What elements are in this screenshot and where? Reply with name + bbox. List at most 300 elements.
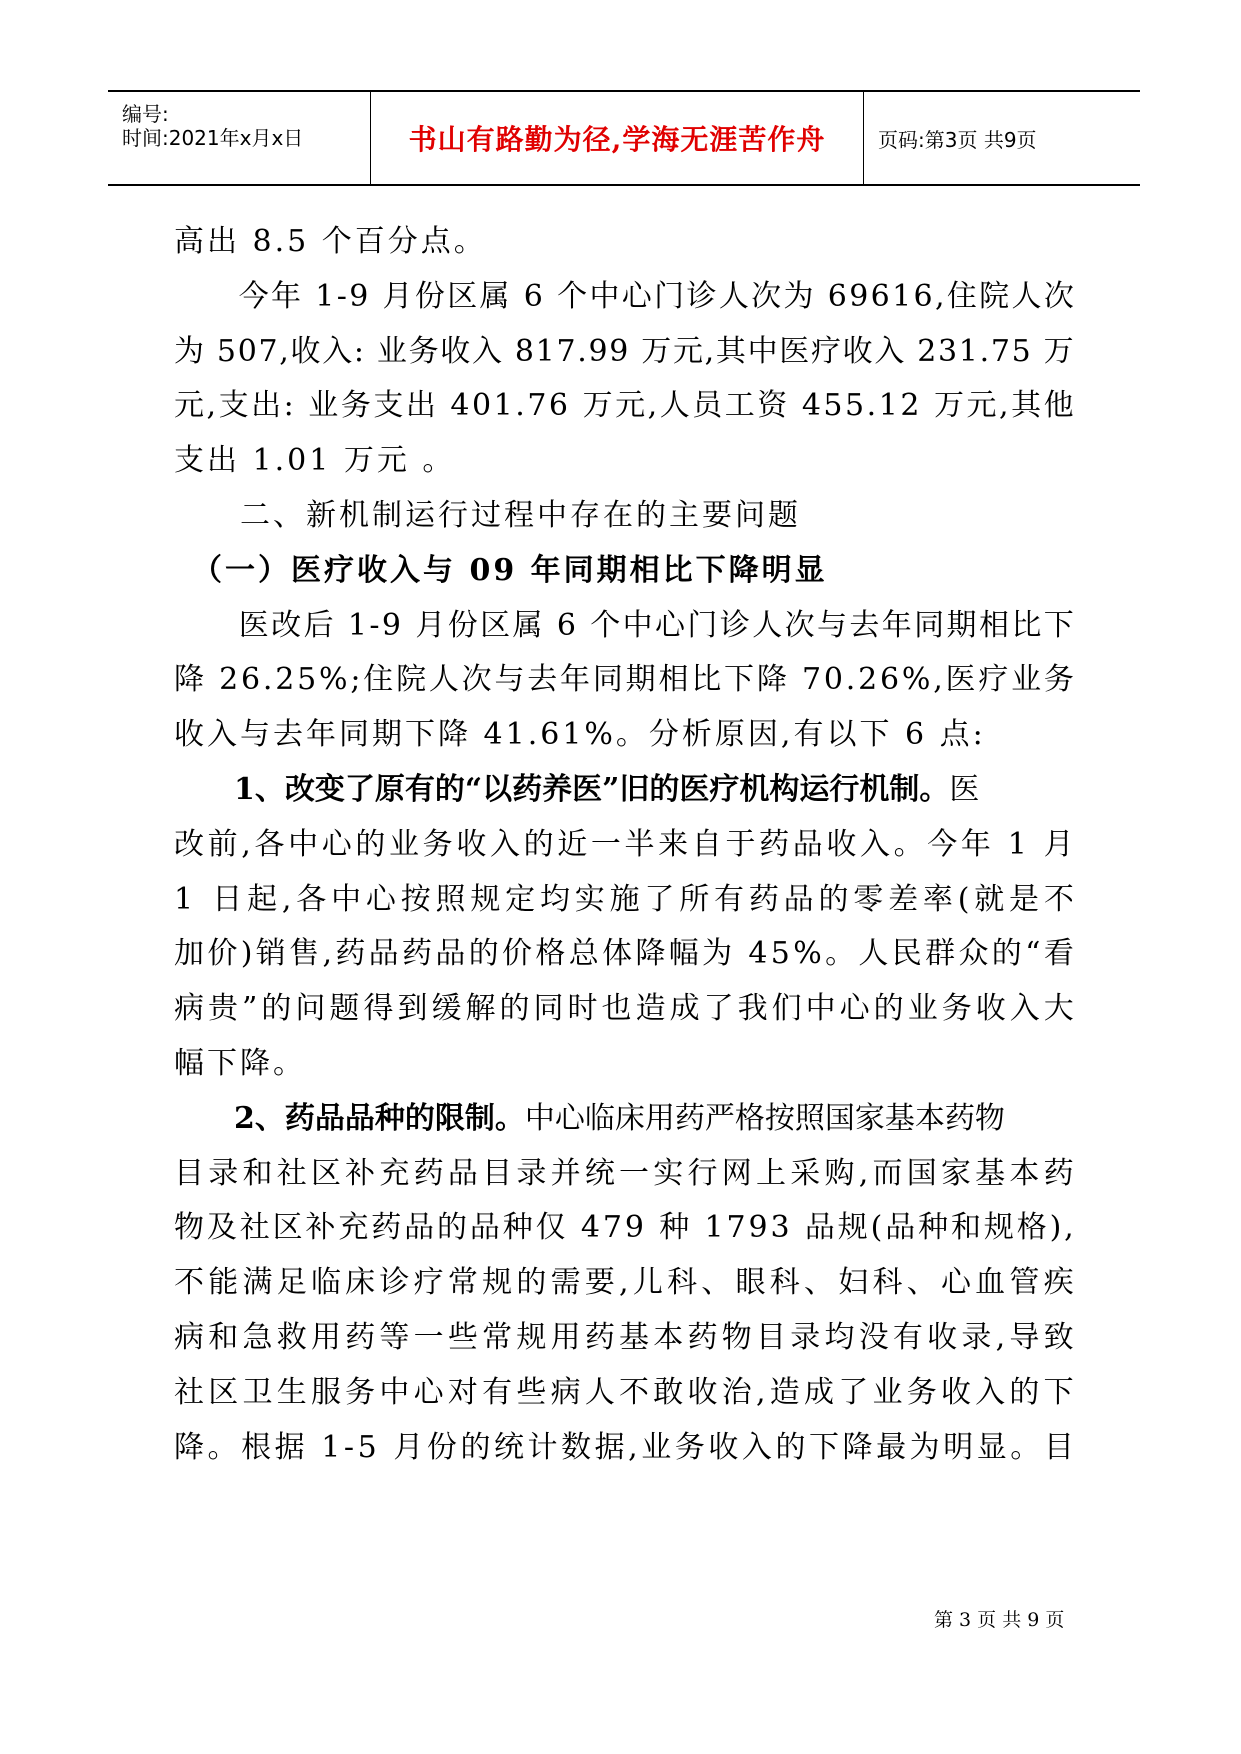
char: , [755,1375,766,1410]
char: , [1064,1210,1074,1245]
char: 上 [755,1156,786,1191]
char: 收 [975,991,1006,1026]
char: 、 [701,1265,732,1300]
char: 网 [721,1156,752,1191]
char: 敢 [653,1375,684,1410]
header-meta-cell [108,92,370,184]
char [174,606,204,646]
char: 不 [1043,882,1074,917]
char: 按 [400,882,431,917]
char: 满 [242,1265,273,1300]
char: 的 [873,991,904,1026]
char: 种 [659,1210,690,1245]
char: 体 [602,936,633,971]
char: 了 [644,882,675,917]
char: 收 [826,827,857,862]
char: 入 [1009,991,1040,1026]
char: 床 [345,1265,376,1300]
char [735,934,745,974]
char [922,386,932,426]
char: 基 [975,1156,1006,1191]
char: 员 [692,388,723,423]
char: 元 [615,388,646,423]
char: 区 [272,1210,303,1245]
char: 成 [669,991,700,1026]
line-text: （一）医疗收入与 09 年同期相比下降明显 [174,553,828,588]
text-line [174,934,1074,974]
char: 药 [402,936,433,971]
char: 个 [590,608,621,643]
char: 入 [489,827,520,862]
char [206,277,236,317]
char: 1 [892,279,912,314]
char: 3 [770,1210,790,1245]
char: 录 [208,1156,239,1191]
char: 相 [978,608,1009,643]
char: 心 [940,1265,971,1300]
char: 得 [363,991,394,1026]
char: 实 [653,1156,684,1191]
char: 数 [561,1430,592,1465]
char: 5 [823,388,843,423]
char: 等 [379,1320,410,1355]
text-line [174,441,1074,481]
char: 区 [480,608,511,643]
char: 5 [770,936,790,971]
char: 元 [672,334,703,369]
char: 人 [752,608,783,643]
char: 9 [624,1210,644,1245]
char [545,606,555,646]
char: ; [350,662,361,697]
char: 眼 [735,1265,766,1300]
char: 收 [708,1430,739,1465]
char: 家 [940,1156,971,1191]
char: 1 [493,388,513,423]
char: 病 [550,1375,581,1410]
char [816,277,826,317]
char: 与 [816,608,847,643]
char: 收 [940,1375,971,1410]
char [198,880,208,920]
char: 区 [208,1375,239,1410]
char: 物 [174,1210,204,1245]
char: 急 [242,1320,273,1355]
char: 半 [624,827,655,862]
char: 个 [557,279,588,314]
char: 有 [714,882,744,917]
char: 录 [790,1320,821,1355]
char [545,277,555,317]
char: 4 [450,388,470,423]
char: 充 [338,1210,369,1245]
char: 人 [858,936,889,971]
char: 科 [769,1265,800,1300]
char: 2 [275,662,295,697]
char: 行 [687,1156,718,1191]
char: 需 [550,1265,581,1300]
char: 9 [748,1210,768,1245]
char: 心 [321,827,352,862]
char: 降 [635,936,666,971]
char: 务 [941,991,972,1026]
document-date: 时间:2021年x月x日 [122,126,304,150]
char: 品 [783,882,814,917]
char: 入 [860,827,890,862]
char: 同 [592,662,623,697]
char: 1 [321,1430,341,1465]
char: 5 [216,334,237,369]
text-line [174,1318,1074,1358]
char: ) [240,936,253,971]
char: 属 [479,279,510,314]
char: 7 [602,1210,622,1245]
char: 用 [310,1320,341,1355]
char: : [283,388,294,423]
char [569,1208,579,1248]
char: 各 [296,882,327,917]
text-line [174,1208,1074,1248]
char: 5 [845,388,865,423]
char: 加 [174,936,204,971]
char: 社 [276,1156,307,1191]
char: 药 [584,1320,615,1355]
char: 6 [556,608,576,643]
char: 务 [408,334,439,369]
char [995,825,1005,865]
char: % [901,662,931,697]
char: . [515,388,525,423]
char [403,606,413,646]
char: 比 [691,662,722,697]
char: , [241,827,251,862]
char: 疗 [978,662,1009,697]
char: 的 [818,882,849,917]
char: 业 [389,827,420,862]
char: 格 [1016,1210,1047,1245]
char: 录 [961,1320,992,1355]
char: 入 [322,334,353,369]
text-line [174,1154,1074,1194]
char: 期 [946,608,977,643]
char: 药 [1043,1156,1074,1191]
char: 、 [804,1265,834,1300]
char: 据 [274,1430,305,1465]
char: 门 [687,608,718,643]
char: 万 [641,334,672,369]
char: 的 [468,936,499,971]
char: 改 [174,827,204,862]
char: 总 [568,936,599,971]
page-footer: 第 3 页 共 9 页 [934,1609,1065,1631]
char: 问 [295,991,326,1026]
char: 成 [804,1375,834,1410]
char: . [577,334,587,369]
char: 住 [946,279,977,314]
char: 月 [382,279,413,314]
char: 施 [609,882,640,917]
char: 幅 [668,936,699,971]
char [512,277,522,317]
char: 了 [838,1375,869,1410]
char: 诊 [379,1265,410,1300]
char: 1 [704,1210,724,1245]
char: 4 [748,936,768,971]
bold-lead-text: 1、改变了原有的“以药养医”旧的医疗机构运行机制。 [174,772,950,807]
char: 药 [687,1320,718,1355]
char: 的 [355,827,386,862]
char: 入 [975,1375,1006,1410]
char: 9 [609,334,629,369]
char: 7 [527,388,547,423]
char: 5 [297,662,317,697]
char: 份 [447,608,478,643]
char [578,606,588,646]
char: 不 [619,1375,650,1410]
char: 目 [755,1320,786,1355]
char: 的 [460,1430,491,1465]
char [366,332,376,372]
char: 药 [345,1320,376,1355]
char: 4 [801,388,821,423]
char [504,332,514,372]
char: 并 [550,1156,581,1191]
char: , [995,1320,1006,1355]
text-line [174,1428,1074,1468]
char: 卫 [242,1375,273,1410]
header-motto-cell [370,92,864,184]
char: 妇 [838,1265,869,1300]
char: 的 [516,1265,547,1300]
char: 计 [527,1430,558,1465]
char: 是 [1009,882,1040,917]
char: 务 [674,1430,705,1465]
char: 各 [254,827,285,862]
char: 们 [771,991,802,1026]
char: 院 [396,662,427,697]
char: 差 [888,882,919,917]
char: 病 [174,1320,204,1355]
char: 也 [601,991,632,1026]
char: 业 [308,388,339,423]
char: 近 [557,827,588,862]
char: 9 [588,334,608,369]
char: 5 [357,1430,377,1465]
char [647,1208,657,1248]
char: 种 [502,1210,533,1245]
char: , [999,388,1009,423]
char: 入 [874,334,905,369]
char: 2 [917,334,937,369]
char: 业 [376,334,407,369]
char: 人 [1011,279,1042,314]
char: 规 [837,1210,868,1245]
char: 。 [825,936,856,971]
char: 6 [913,279,933,314]
char: 时 [567,991,598,1026]
char [790,386,800,426]
char: 销 [255,936,286,971]
char: 儿 [632,1265,663,1300]
char: 属 [512,608,543,643]
text-line [174,222,1074,262]
char: 品 [885,1210,916,1245]
text-line [174,989,1074,1029]
char: 收 [687,1375,718,1410]
char: 品 [435,936,466,971]
char: 品 [447,1156,478,1191]
char: 造 [769,1375,800,1410]
char: 看 [1043,936,1074,971]
char: 的 [499,991,530,1026]
char: 。 [1010,1430,1041,1465]
char: 6 [548,388,569,423]
char: 为 [702,936,733,971]
text-line [174,332,1074,372]
char: 元 [966,388,997,423]
char: 1 [174,882,194,917]
char: 份 [414,279,445,314]
char: 门 [654,279,685,314]
char: 降 [174,662,204,697]
char: 中 [379,1375,410,1410]
line-text: 支出 1.01 万元 。 [174,443,456,478]
text-line [174,277,1074,317]
text-line [174,770,1074,810]
header-motto: 书山有路勤为径,学海无涯苦作舟 [408,123,826,156]
char: 3 [938,334,958,369]
header-page-cell [864,92,1140,184]
char: 1 [958,334,978,369]
char: 病 [174,991,204,1026]
char: 资 [757,388,788,423]
char: , [322,936,332,971]
char: 收 [842,334,873,369]
char: 医 [779,334,810,369]
char [296,386,306,426]
char: 众 [958,936,989,971]
char: 常 [447,1265,478,1300]
char [630,332,640,372]
char: 下 [724,662,755,697]
char: 能 [208,1265,239,1300]
char: 1 [535,334,555,369]
char: 均 [539,882,570,917]
char [692,1208,702,1248]
char: 血 [975,1265,1006,1300]
char: 6 [523,279,543,314]
char: , [858,1156,869,1191]
char: 中 [331,882,362,917]
char: 目 [482,1156,513,1191]
char: 1 [315,279,335,314]
char: 于 [725,827,756,862]
char: 8 [514,334,534,369]
char: 收 [927,1320,958,1355]
char: 疗 [413,1265,444,1300]
char: 的 [261,991,292,1026]
char: 所 [679,882,710,917]
char: 对 [447,1375,478,1410]
char: 同 [533,991,564,1026]
char [1030,825,1040,865]
char: 6 [870,279,890,314]
char: 一 [413,1320,444,1355]
char: 自 [691,827,722,862]
char: 仅 [535,1210,566,1245]
char: 药 [748,882,779,917]
char: , [281,882,292,917]
char: 心 [621,279,652,314]
char: 元 [174,388,204,423]
char: 1 [1007,827,1027,862]
char: - [336,279,347,314]
char: 万 [933,388,964,423]
char: 品 [804,1210,835,1245]
char: 补 [305,1210,336,1245]
char: 去 [849,608,880,643]
char [308,1428,318,1468]
char: 降 [842,1430,873,1465]
char: 下 [1043,608,1074,643]
char: 9 [381,608,401,643]
char: 据 [594,1430,625,1465]
char [571,386,581,426]
char: 录 [516,1156,547,1191]
char: 一 [619,1156,650,1191]
char: 年 [960,827,991,862]
char: 业 [641,1430,672,1465]
char: 入 [471,334,502,369]
char: 率 [922,882,953,917]
char: 贵 [208,991,239,1026]
char: 购 [824,1156,855,1191]
char: 救 [276,1320,307,1355]
char: “ [1025,936,1041,971]
char: 我 [737,991,768,1026]
char: 均 [824,1320,855,1355]
char: 中 [747,334,778,369]
char: 品 [792,827,823,862]
char: 统 [493,1430,524,1465]
char: 业 [907,991,938,1026]
line-text: 中心临床用药严格按照国家基本药物 [524,1101,1005,1136]
char: 采 [790,1156,821,1191]
char: 务 [1043,662,1074,697]
char: 人 [659,388,690,423]
char: 入 [741,1430,772,1465]
char: 为 [174,334,204,369]
char: 4 [580,1210,601,1245]
text-line [174,496,1074,536]
char: 品 [368,936,399,971]
char: 和 [242,1156,273,1191]
char [207,660,217,700]
char: 品 [469,1210,500,1245]
char: 工 [724,388,755,423]
char: 就 [974,882,1005,917]
char: 业 [872,1375,903,1410]
char: 些 [447,1320,478,1355]
char: 实 [574,882,605,917]
char: 科 [667,1265,698,1300]
char: 去 [527,662,558,697]
char: 科 [872,1265,903,1300]
char: 业 [1011,662,1042,697]
char: 社 [239,1210,270,1245]
char: 到 [397,991,428,1026]
char: 与 [494,662,525,697]
